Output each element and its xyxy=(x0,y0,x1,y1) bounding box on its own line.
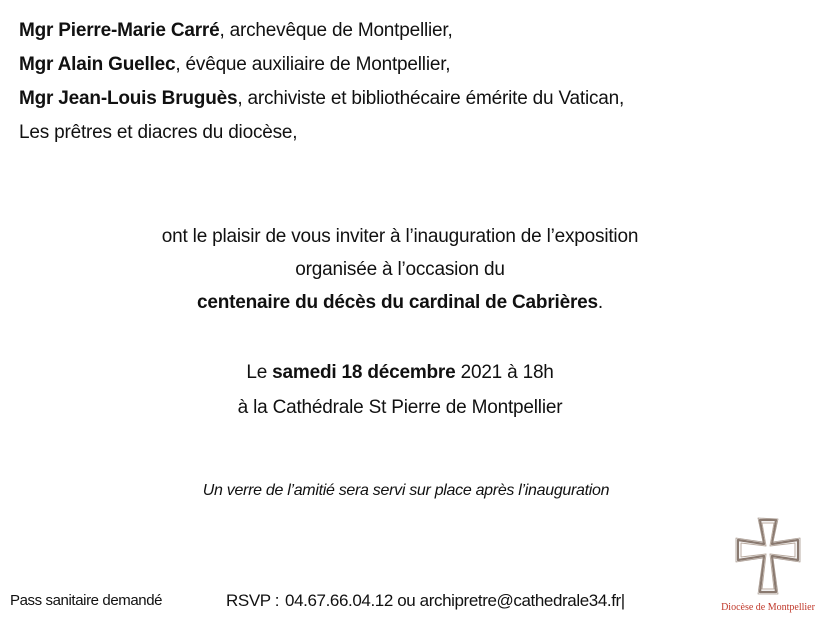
host-name: Mgr Pierre-Marie Carré xyxy=(19,20,220,41)
rsvp-label: RSVP : xyxy=(226,591,280,610)
event-date: samedi 18 décembre xyxy=(272,362,456,383)
event-time: 2021 à 18h xyxy=(455,362,554,383)
rsvp-phone[interactable]: 04.67.66.04.12 xyxy=(285,591,393,610)
exhibition-title: centenaire du décès du cardinal de Cabrières xyxy=(196,292,598,313)
host-name: Mgr Jean-Louis Bruguès xyxy=(19,88,238,109)
pass-sanitaire-note: Pass sanitaire demandé xyxy=(10,592,163,609)
rsvp-email[interactable]: archipretre@cathedrale34.fr| xyxy=(419,591,625,610)
event-place: à la Cathédrale St Pierre de Montpellier xyxy=(237,397,563,418)
invitation-line-1: ont le plaisir de vous inviter à l’inauguration de l’exposition xyxy=(161,226,639,247)
host-role: , archiviste et bibliothécaire émérite du Vatican, xyxy=(237,88,625,109)
cross-icon xyxy=(730,514,806,598)
clergy-line: Les prêtres et diacres du diocèse, xyxy=(19,122,298,143)
host-line xyxy=(19,82,624,116)
rsvp-or: ou xyxy=(397,591,416,610)
logo-caption: Diocèse de Montpellier xyxy=(721,602,815,613)
host-role: , évêque auxiliaire de Montpellier, xyxy=(175,54,451,75)
hosts-block xyxy=(19,14,624,150)
reception-note: Un verre de l’amitié sera servi sur place après l’inauguration xyxy=(202,482,610,499)
invitation-line-2: organisée à l’occasion du xyxy=(295,259,505,280)
event-date-line xyxy=(0,362,800,384)
exhibition-title-end: . xyxy=(597,292,603,313)
diocese-logo xyxy=(718,514,818,618)
rsvp-line xyxy=(226,591,625,611)
host-name: Mgr Alain Guellec xyxy=(19,54,176,75)
event-prefix: Le xyxy=(246,362,273,383)
host-role: , archevêque de Montpellier, xyxy=(219,20,453,41)
invitation-line-3 xyxy=(0,292,800,314)
host-line xyxy=(19,14,624,48)
host-line xyxy=(19,48,624,82)
